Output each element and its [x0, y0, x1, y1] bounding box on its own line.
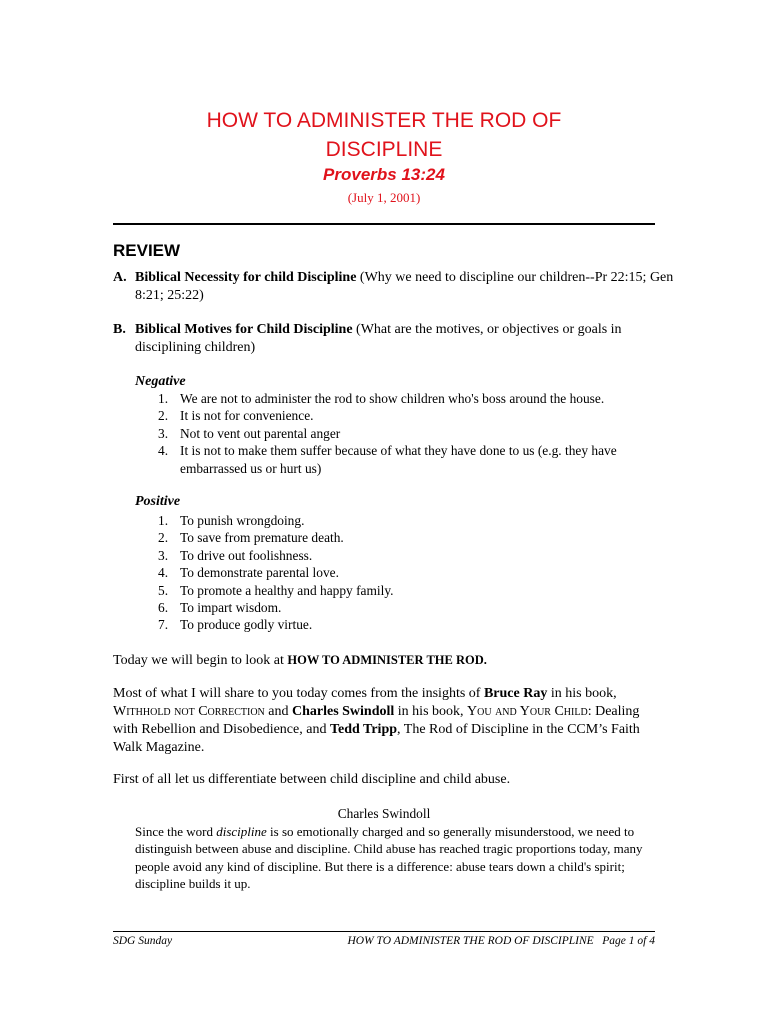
today-topic: HOW TO ADMINISTER THE ROD. — [287, 653, 487, 667]
list-item-text: Not to vent out parental anger — [180, 425, 341, 441]
point-b-title: Biblical Motives for Child Discipline — [135, 322, 353, 337]
point-b-text: (What are the motives, or objectives or goals in disciplining children) — [135, 322, 622, 355]
negative-list — [158, 390, 648, 477]
sources-paragraph — [113, 685, 658, 757]
positive-list — [158, 512, 648, 634]
list-item: 2. It is not for convenience. — [158, 408, 314, 424]
sources-text-3: and — [264, 704, 292, 719]
sources-text-5: : Dealing with Rebellion and Disobedience, and — [113, 704, 640, 737]
list-item-text: To impart wisdom. — [180, 600, 282, 616]
footer-right-text: HOW TO ADMINISTER THE ROD OF DISCIPLINE Page 1 of 4 — [347, 935, 655, 947]
point-a-title: Biblical Necessity for child Discipline — [135, 270, 357, 285]
sermon-date: (July 1, 2001) — [347, 190, 421, 205]
review-point-b — [113, 321, 680, 357]
sources-text-6: , The Rod of Discipline in the CCM’s Faith Walk Magazine. — [113, 722, 640, 755]
list-item-text: To save from premature death. — [180, 530, 344, 546]
review-point-a — [113, 269, 680, 305]
list-item: 1. We are not to administer the rod to show children who's boss around the house. — [158, 391, 605, 406]
today-paragraph — [113, 651, 658, 670]
point-a-text: (Why we need to discipline our children--Pr 22:15; Gen 8:21; 25:22) — [135, 270, 674, 303]
author-bruce-ray: Bruce Ray — [483, 686, 548, 701]
list-item: 4. It is not to make them suffer because of what they have done to us (e.g. they have embarrassed us or hurt us) — [158, 443, 617, 476]
sources-text-2: in his book, — [547, 686, 617, 701]
review-heading: REVIEW — [113, 241, 181, 260]
quote-author: Charles Swindoll — [337, 806, 431, 821]
list-item-text: It is not to make them suffer because of what they have done to us (e.g. they have embarrassed us or hurt us) — [180, 443, 617, 476]
book-title-2: You and Your Child — [467, 704, 588, 719]
list-item-text: To punish wrongdoing. — [180, 513, 305, 528]
list-item: 7. To produce godly virtue. — [158, 617, 313, 633]
list-item: 2. To save from premature death. — [158, 530, 344, 546]
author-charles-swindoll: Charles Swindoll — [291, 704, 395, 719]
title-divider — [113, 223, 655, 225]
list-item-text: To drive out foolishness. — [180, 547, 313, 563]
block-quote — [135, 823, 655, 893]
point-a-label: A. — [113, 270, 127, 285]
book-title-1: Withhold not Correction — [113, 704, 265, 719]
list-item: 3. To drive out foolishness. — [158, 547, 313, 563]
quote-text-1: Since the word — [135, 824, 217, 839]
author-tedd-tripp: Tedd Tripp — [329, 722, 398, 737]
list-item: 5. To promote a healthy and happy family. — [158, 582, 394, 598]
scripture-reference: Proverbs 13:24 — [323, 165, 445, 184]
list-item: 4. To demonstrate parental love. — [158, 565, 339, 581]
list-item: 1. To punish wrongdoing. — [158, 513, 305, 528]
quote-emphasis: discipline — [216, 824, 267, 839]
footer-left-text: SDG Sunday — [113, 935, 173, 947]
quote-text-2: is so emotionally charged and so generally misunderstood, we need to distinguish between abuse and discipline. Child abuse has reached tragic proportions today, many people avoid any kind of discipline. But there is a difference: abuse tears down a child's spirit; discipline builds it up. — [135, 824, 643, 892]
page-title-line-2: DISCIPLINE — [325, 138, 443, 161]
sources-text-4: in his book, — [394, 704, 468, 719]
list-item-text: To produce godly virtue. — [180, 617, 313, 633]
list-item-text: We are not to administer the rod to show children who's boss around the house. — [180, 391, 605, 406]
list-item-text: To demonstrate parental love. — [180, 565, 339, 581]
differentiate-paragraph: First of all let us differentiate between child discipline and child abuse. — [113, 772, 511, 787]
negative-heading: Negative — [135, 374, 186, 389]
positive-heading: Positive — [135, 494, 181, 509]
point-b-label: B. — [113, 322, 126, 337]
list-item-text: To promote a healthy and happy family. — [180, 582, 394, 598]
list-item: 6. To impart wisdom. — [158, 600, 282, 616]
sources-text-1: Most of what I will share to you today comes from the insights of — [113, 686, 484, 701]
page-title-line-1: HOW TO ADMINISTER THE ROD OF — [206, 109, 562, 132]
today-text: Today we will begin to look at — [113, 653, 288, 668]
list-item-text: It is not for convenience. — [180, 408, 314, 424]
footer-divider — [113, 931, 655, 932]
list-item: 3. Not to vent out parental anger — [158, 425, 341, 441]
